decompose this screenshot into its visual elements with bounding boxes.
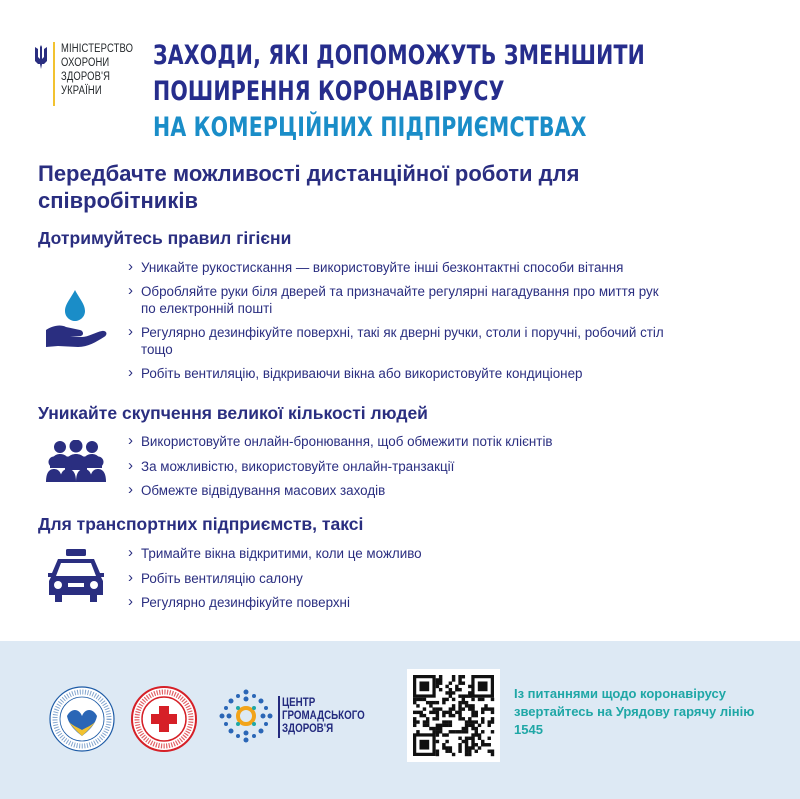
list-item: › Обмежте відвідування масових заходів	[128, 482, 688, 499]
title-line-2: ПОШИРЕННЯ КОРОНАВІРУСУ	[153, 76, 505, 107]
main-title	[153, 38, 800, 146]
ministry-name: МІНІСТЕРСТВО ОХОРОНИ ЗДОРОВ'Я УКРАЇНИ	[60, 43, 133, 97]
association-logo	[49, 686, 115, 752]
phc-name: ЦЕНТР ГРОМАДСЬКОГО ЗДОРОВ'Я	[282, 697, 365, 735]
crowds-list	[128, 433, 688, 507]
red-cross-logo	[131, 686, 197, 752]
section-heading-hygiene: Дотримуйтесь правил гігієни	[38, 228, 292, 248]
hygiene-list	[128, 259, 688, 389]
list-item: › Регулярно дезинфікуйте поверхні, такі як дверні ручки, столи і поручні, робочий стіл тощо	[128, 324, 668, 358]
title-line-3: НА КОМЕРЦІЙНИХ ПІДПРИЄМСТВАХ	[153, 112, 587, 143]
ministry-divider	[53, 42, 55, 106]
list-item: › Використовуйте онлайн-бронювання, щоб обмежити потік клієнтів	[128, 433, 688, 450]
list-item: › Робіть вентиляцію салону	[128, 570, 688, 587]
section-heading-crowds: Уникайте скупчення великої кількості людей	[38, 403, 428, 423]
taxi-icon	[46, 549, 106, 603]
qr-code-icon	[407, 669, 500, 762]
subtitle: Передбачте можливості дистанційної роботи для співробітників	[38, 161, 580, 213]
phc-divider	[278, 696, 280, 738]
transport-list	[128, 545, 688, 619]
list-item: › Уникайте рукостискання — використовуйте інші безконтактні способи вітання	[128, 259, 688, 276]
list-item: › Робіть вентиляцію, відкриваючи вікна або використовуйте кондиціонер	[128, 365, 688, 382]
list-item: › Тримайте вікна відкритими, коли це можливо	[128, 545, 688, 562]
hand-water-drop-icon	[44, 290, 108, 348]
public-health-center-logo	[218, 688, 274, 744]
qr-code[interactable]	[407, 669, 500, 762]
hotline-info	[514, 685, 784, 739]
crowd-icon	[46, 440, 106, 482]
title-line-1: ЗАХОДИ, ЯКІ ДОПОМОЖУТЬ ЗМЕНШИТИ	[153, 40, 645, 71]
hotline-number[interactable]: 1545	[514, 722, 543, 737]
ministry-logo	[34, 42, 149, 106]
section-heading-transport: Для транспортних підприємств, таксі	[38, 514, 364, 534]
list-item: › Обробляйте руки біля дверей та призначайте регулярні нагадування про миття рук по електронній пошті	[128, 283, 668, 317]
hotline-text: Із питаннями щодо коронавірусу звертайтесь на Урядову гарячу лінію	[514, 686, 755, 719]
list-item: › За можливістю, використовуйте онлайн-транзакції	[128, 458, 688, 475]
trident-icon	[34, 45, 48, 69]
list-item: › Регулярно дезинфікуйте поверхні	[128, 594, 688, 611]
